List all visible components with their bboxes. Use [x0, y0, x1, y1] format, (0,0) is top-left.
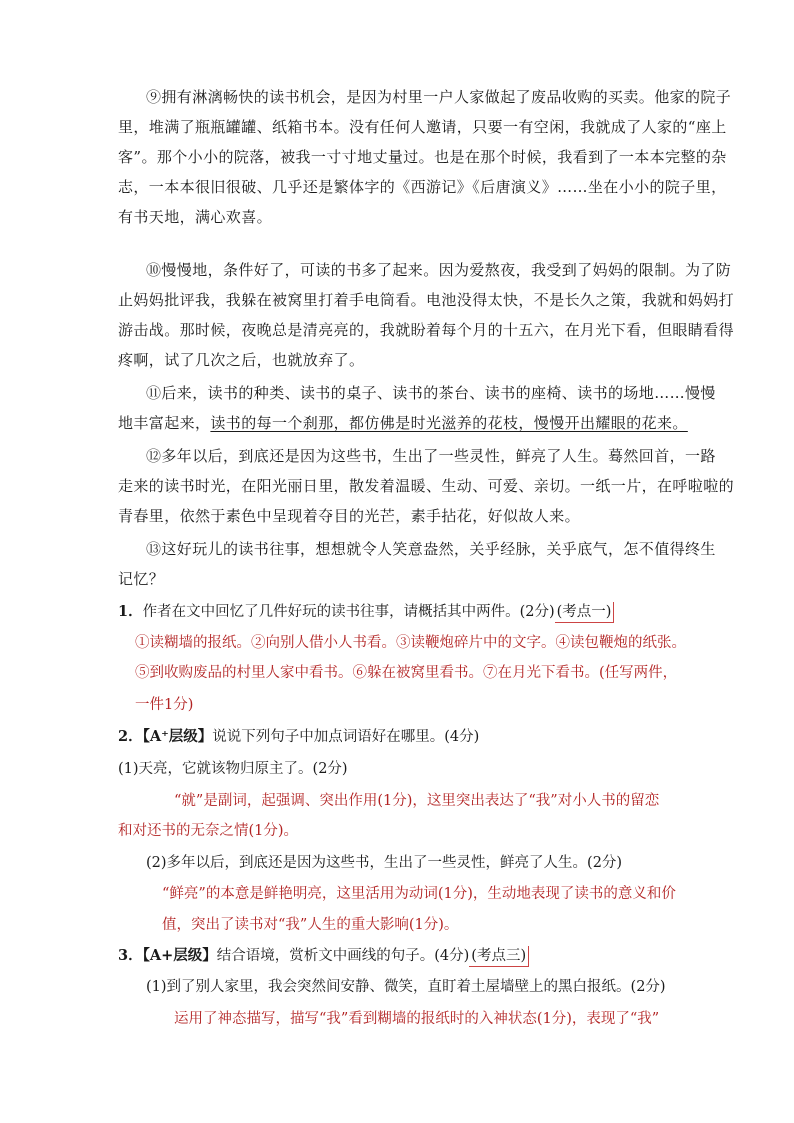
answer-2-2-line: 值，突出了读书对“我”人生的重大影响(1分)。: [162, 917, 459, 933]
paragraph-line: 游击战。那时候，夜晚总是清亮亮的，我就盼着每个月的十五六，在月光下看，但眼睛看得: [118, 321, 735, 339]
paragraph-text: 地丰富起来，: [118, 414, 211, 432]
paragraph-line: ⑨拥有淋漓畅快的读书机会，是因为村里一户人家做起了废品收购的买卖。他家的院子: [146, 88, 732, 106]
paragraph-line: 客”。那个小小的院落，被我一寸寸地丈量过。也是在那个时候，我看到了一本本完整的杂: [118, 148, 727, 166]
answer-1-line: 一件1分): [135, 697, 194, 713]
sub-question-2-2: (2)多年以后，到底还是因为这些书，生出了一些灵性，鲜亮了人生。(2分): [146, 855, 623, 871]
answer-2-1-line: “就”是副词，起强调、突出作用(1分)，这里突出表达了“我”对小人书的留恋: [174, 793, 660, 809]
paragraph-line: 记忆？: [118, 570, 165, 588]
answer-2-2-line: “鲜亮”的本意是鲜艳明亮，这里活用为动词(1分)，生动地表现了读书的意义和价: [162, 886, 676, 902]
sub-question-2-1: (1)天亮，它就该物归原主了。(2分): [118, 761, 348, 777]
paragraph-13: [118, 534, 716, 594]
answer-2-1-line: 和对还书的无奈之情(1分)。: [118, 823, 299, 839]
question-text: 说说下列句子中加点词语好在哪里。(4分): [212, 729, 480, 745]
paragraph-line: 里，堆满了瓶瓶罐罐、纸箱书本。没有任何人邀请，只要一有空闲，我就成了人家的“座上: [118, 118, 727, 136]
paragraph-line: 有书天地，满心欢喜。: [118, 208, 273, 226]
sub-question-3-1: (1)到了别人家里，我会突然间安静、微笑，直盯着土屋墙壁上的黑白报纸。(2分): [146, 979, 666, 995]
exam-point-tag: (考点三): [469, 946, 529, 967]
underlined-sentence: 读书的每一个刹那，都仿佛是时光滋养的花枝，慢慢开出耀眼的花来。: [210, 414, 688, 432]
question-number: 1．: [118, 603, 143, 620]
question-text: 作者在文中回忆了几件好玩的读书往事，请概括其中两件。(2分): [142, 604, 555, 620]
paragraph-line: 青春里，依然于素色中呈现着夺目的光芒，素手拈花，好似故人来。: [118, 507, 581, 525]
paragraph-line: 疼啊，试了几次之后，也就放弃了。: [118, 351, 365, 369]
paragraph-line: 止妈妈批评我，我躲在被窝里打着手电筒看。电池没得太快，不是长久之策，我就和妈妈打: [118, 291, 735, 309]
answer-3-1-line: 运用了神态描写，描写“我”看到糊墙的报纸时的入神状态(1分)，表现了“我”: [174, 1011, 660, 1027]
question-3: [118, 941, 688, 971]
paragraph-line: ⑬这好玩儿的读书往事，想想就令人笑意盎然，关乎经脉，关乎底气，怎不值得终生: [146, 540, 716, 558]
answer-1-line: ①读糊墙的报纸。②向别人借小人书看。③读鞭炮碎片中的文字。④读包鞭炮的纸张。: [135, 635, 686, 651]
paragraph-12: [118, 441, 735, 531]
question-number: 2．: [118, 728, 143, 745]
paragraph-line: [118, 408, 688, 438]
question-1: [118, 597, 688, 627]
question-2: [118, 722, 688, 752]
paragraph-line: ⑫多年以后，到底还是因为这些书，生出了一些灵性，鲜亮了人生。蓦然回首，一路: [146, 447, 716, 465]
paragraph-line: ⑪后来，读书的种类、读书的桌子、读书的茶台、读书的座椅、读书的场地……慢慢: [146, 384, 716, 402]
answer-1-line: ⑤到收购废品的村里人家中看书。⑥躲在被窝里看书。⑦在月光下看书。(任写两件，: [135, 665, 678, 681]
exam-point-tag: (考点一): [555, 602, 615, 623]
paragraph-line: 走来的读书时光，在阳光丽日里，散发着温暖、生动、可爱、亲切。一纸一片，在呼啦啦的: [118, 477, 735, 495]
level-tag: 【A⁺层级】: [142, 728, 213, 745]
paragraph-11: [118, 378, 716, 438]
paragraph-10: [118, 255, 735, 375]
paragraph-9: [118, 82, 732, 232]
paragraph-line: ⑩慢慢地，条件好了，可读的书多了起来。因为爱熬夜，我受到了妈妈的限制。为了防: [146, 261, 732, 279]
paragraph-line: 志，一本本很旧很破、几乎还是繁体字的《西游记》《后唐演义》……坐在小小的院子里，: [118, 178, 727, 196]
question-number: 3．: [118, 947, 143, 964]
level-tag: 【A+层级】: [142, 947, 217, 964]
question-text: 结合语境，赏析文中画线的句子。(4分): [216, 948, 470, 964]
